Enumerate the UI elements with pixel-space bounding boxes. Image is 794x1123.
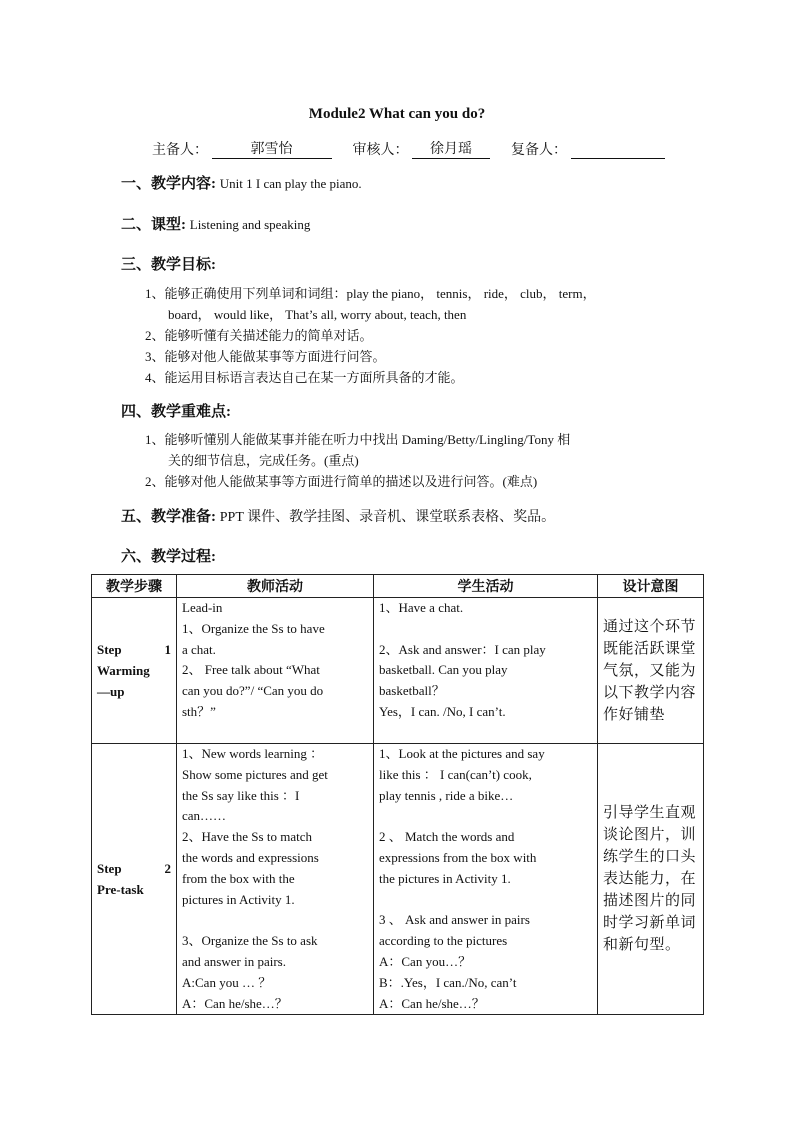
objective-item: board， would like， That’s all, worry about, teach, then — [168, 307, 467, 322]
preparers-line — [152, 139, 665, 159]
page-title: Module2 What can you do? — [308, 106, 486, 122]
student-activity-cell — [374, 744, 598, 1015]
key-point-item: 关的细节信息，完成任务。(重点) — [168, 453, 359, 468]
process-table — [91, 574, 704, 1015]
section-content-heading: 一、教学内容: — [121, 176, 216, 192]
teacher-line: pictures in Activity 1. — [182, 891, 295, 907]
objective-item: 4、能运用目标语言表达自己在某一方面所具备的才能。 — [145, 370, 464, 385]
teacher-line: Lead-in — [182, 600, 223, 615]
reviewer-label: 审核人： — [352, 143, 409, 158]
teacher-line: can you do?”/ “Can you do — [182, 683, 324, 699]
header-step: 教学步骤 — [92, 575, 177, 598]
student-line: like this ： I can(can’t) cook, — [379, 766, 532, 782]
step-number: 2 — [164, 861, 171, 877]
student-line: A：Can you…？ — [379, 953, 472, 969]
section-preparation-heading: 五、教学准备: — [121, 509, 216, 525]
teacher-line: sth？” — [182, 703, 216, 719]
section-objectives — [121, 253, 216, 274]
teacher-line: 1、New words learning ： — [182, 746, 324, 761]
student-line: A：Can he/she…？ — [379, 995, 485, 1011]
step-name: Pre-task — [97, 882, 144, 898]
step-label: Step — [97, 861, 122, 877]
student-line-spacer — [379, 619, 592, 640]
section-objectives-heading: 三、教学目标: — [121, 257, 216, 273]
student-line: the pictures in Activity 1. — [379, 870, 511, 886]
section-content — [121, 172, 362, 193]
student-line: 2 、 Match the words and — [379, 829, 515, 845]
key-point-item: 1、能够听懂别人能做某事并能在听力中找出 Daming/Betty/Lingling/Tony 相 — [145, 432, 571, 447]
main-preparer-name: 郭雪怡 — [212, 142, 332, 159]
section-process-heading: 六、教学过程: — [121, 549, 216, 565]
student-line: 2、Ask and answer：I can play — [379, 641, 546, 657]
student-line: Yes，I can. /No, I can’t. — [379, 703, 506, 719]
student-line: expressions from the box with — [379, 849, 537, 865]
design-intent-cell: 引导学生直观谈论图片，训练学生的口头表达能力，在描述图片的同时学习新单词和新句型。 — [598, 744, 704, 1015]
objective-item: 2、能够听懂有关描述能力的简单对话。 — [145, 328, 373, 343]
objective-item: 1、能够正确使用下列单词和词组：play the piano， tennis， ride， club， term， — [145, 286, 596, 301]
key-point-item: 2、能够对他人能做某事等方面进行简单的描述以及进行问答。(难点) — [145, 474, 538, 489]
teacher-line: a chat. — [182, 641, 216, 657]
student-line: 3 、 Ask and answer in pairs — [379, 912, 530, 928]
teacher-line: and answer in pairs. — [182, 953, 286, 969]
teacher-line: 2、Have the Ss to match — [182, 829, 312, 845]
section-content-value: Unit 1 I can play the piano. — [219, 176, 362, 191]
section-preparation — [121, 505, 555, 526]
student-line-spacer — [379, 806, 592, 827]
student-line: 1、Look at the pictures and say — [379, 746, 545, 761]
section-preparation-value: PPT 课件、教学挂图、录音机、课堂联系表格、奖品。 — [219, 510, 556, 525]
objective-item: 3、能够对他人能做某事等方面进行问答。 — [145, 349, 386, 364]
table-header-row — [92, 575, 704, 598]
student-line: play tennis , ride a bike… — [379, 787, 514, 803]
reviewer-name: 徐月瑶 — [412, 142, 490, 159]
section-process — [121, 545, 216, 566]
step-cell — [92, 744, 177, 1015]
student-line: B：.Yes，I can./No, can’t — [379, 974, 517, 990]
step-cell — [92, 598, 177, 744]
teacher-line: can…… — [182, 808, 227, 824]
second-preparer-label: 复备人： — [511, 143, 567, 158]
section-key-points — [121, 400, 231, 421]
header-teacher: 教师活动 — [177, 575, 374, 598]
teacher-activity-cell — [177, 598, 374, 744]
step-number: 1 — [164, 642, 171, 657]
step-label: Step — [97, 642, 122, 657]
student-line: according to the pictures — [379, 933, 508, 949]
student-line: basketball？ — [379, 683, 445, 699]
teacher-line: 3、Organize the Ss to ask — [182, 933, 318, 949]
teacher-line: A:Can you … ？ — [182, 974, 272, 990]
section-type-heading: 二、课型: — [121, 217, 186, 233]
student-line: 1、Have a chat. — [379, 600, 464, 615]
step-name-cont: —up — [97, 684, 125, 699]
second-preparer-name — [571, 158, 665, 159]
teacher-line: from the box with the — [182, 870, 295, 886]
teacher-line-spacer — [182, 910, 368, 931]
teacher-activity-cell — [177, 744, 374, 1015]
section-type-value: Listening and speaking — [189, 217, 311, 232]
section-type — [121, 213, 310, 234]
teacher-line: A：Can he/she…？ — [182, 995, 288, 1011]
table-row — [92, 744, 704, 1015]
student-activity-cell — [374, 598, 598, 744]
header-student: 学生活动 — [374, 575, 598, 598]
student-line-spacer — [379, 890, 592, 911]
teacher-line: the Ss say like this ：I — [182, 787, 300, 803]
table-row — [92, 598, 704, 744]
step-name: Warming — [97, 663, 150, 678]
teacher-line: Show some pictures and get — [182, 766, 328, 782]
teacher-line: the words and expressions — [182, 849, 319, 865]
student-line: basketball. Can you play — [379, 662, 508, 678]
design-intent-cell: 通过这个环节既能活跃课堂气氛，又能为以下教学内容作好铺垫 — [598, 598, 704, 744]
header-intent: 设计意图 — [598, 575, 704, 598]
section-key-points-heading: 四、教学重难点: — [121, 404, 231, 420]
teacher-line: 2、 Free talk about “What — [182, 662, 320, 678]
teacher-line: 1、Organize the Ss to have — [182, 620, 325, 636]
main-preparer-label: 主备人： — [152, 143, 208, 158]
